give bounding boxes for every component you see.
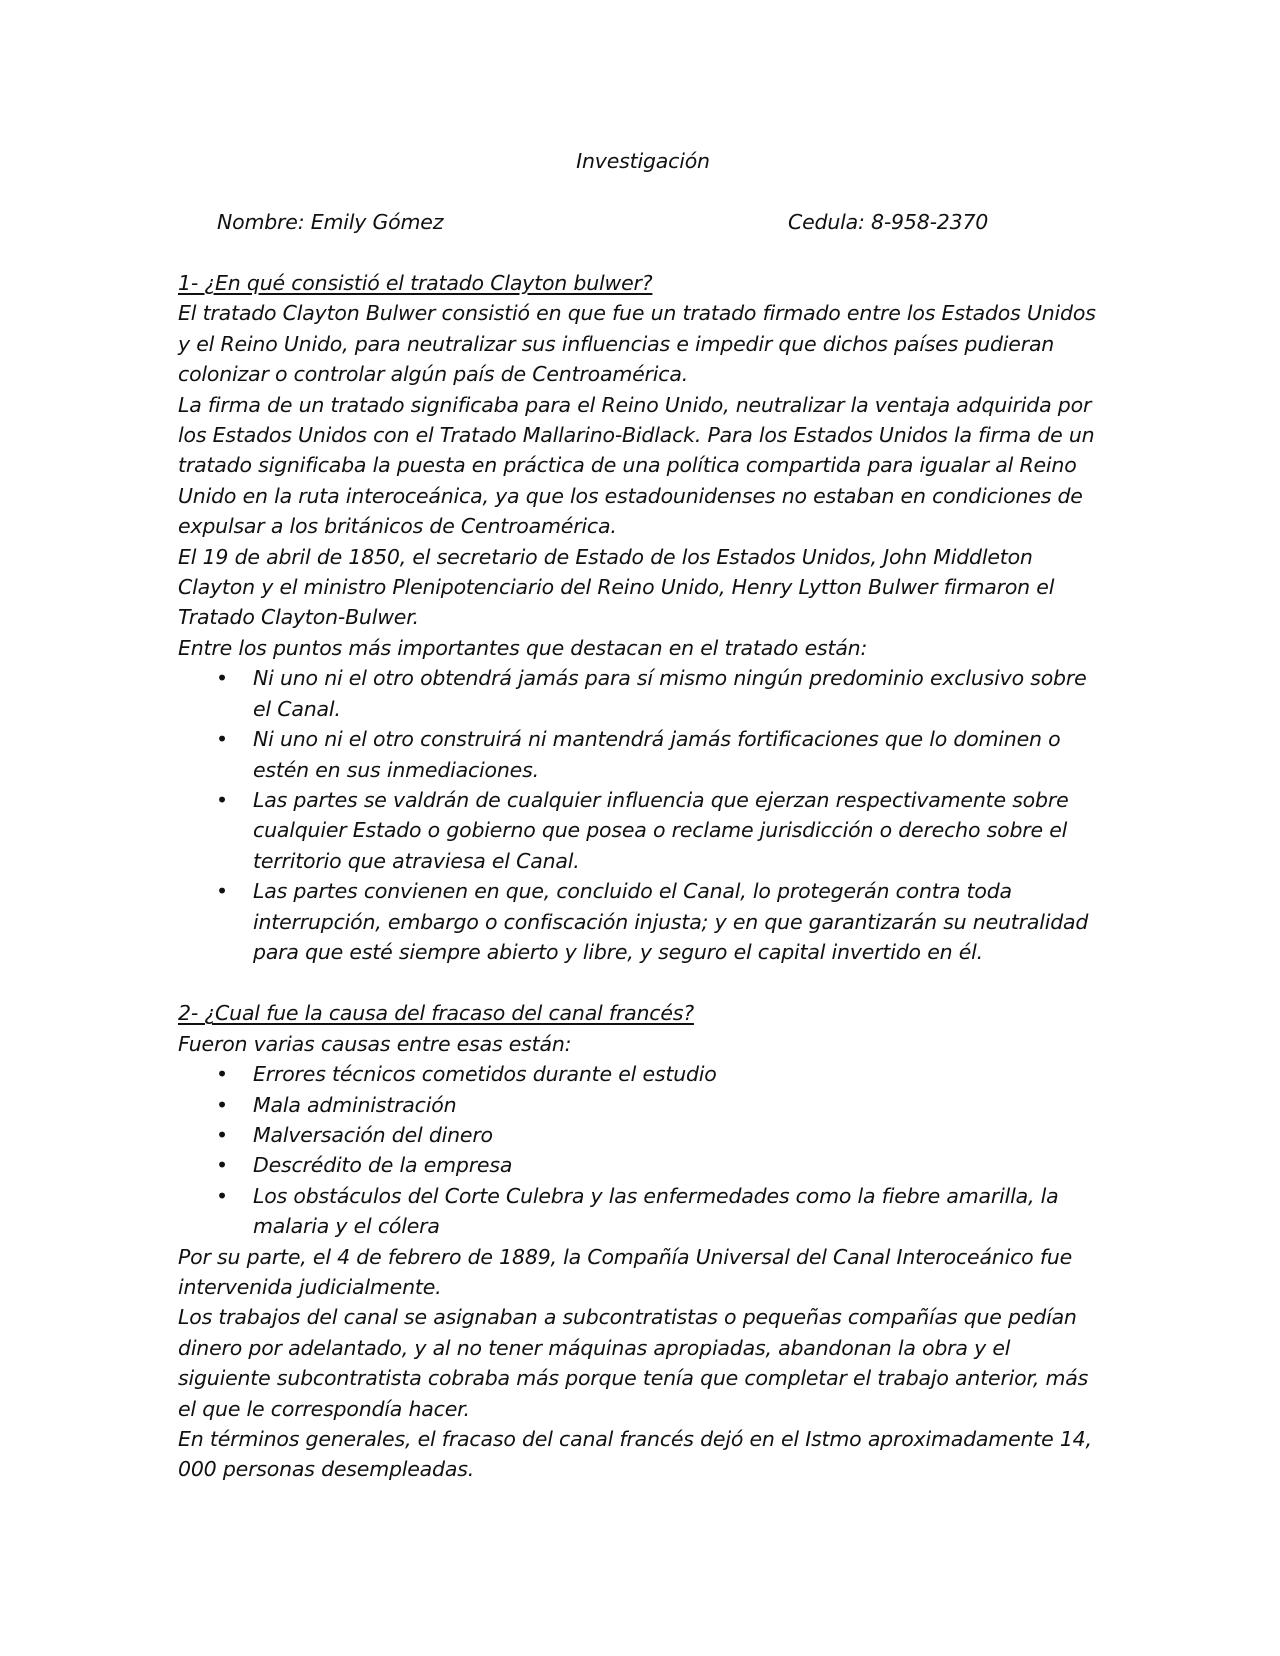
list-item-text: Las partes convienen en que, concluido el Canal, lo protegerán contra toda interrupción, embargo o confiscación injusta; y en que garantizarán su neutralidad para que esté siempre abierto y libre, y seguro el capital invertido en él. [253, 879, 1089, 964]
list-item [216, 1059, 1108, 1089]
failure-causes-list [178, 1059, 1108, 1241]
list-item-text: Las partes se valdrán de cualquier influencia que ejerzan respectivamente sobre cualquier Estado o gobierno que posea o reclame jurisdicción o derecho sobre el territorio que atraviesa el Canal. [253, 787, 1069, 873]
document-title: Investigación [576, 149, 710, 173]
question-1: 1- ¿En qué consistió el tratado Clayton bulwer? [178, 271, 653, 295]
list-item-text: Errores técnicos cometidos durante el estudio [253, 1062, 717, 1087]
list-item-text: Ni uno ni el otro construirá ni mantendrá jamás fortificaciones que lo dominen o estén en sus inmediaciones. [253, 727, 1061, 782]
bullet-icon: • [216, 879, 228, 904]
list-item [216, 724, 1108, 785]
answer-2-paragraph: En términos generales, el fracaso del canal francés dejó en el Istmo aproximadamente 14, 000 personas desempleadas. [178, 1427, 1092, 1482]
list-item [216, 1090, 1108, 1120]
bullet-icon: • [216, 1153, 228, 1178]
answer-2-paragraph: Por su parte, el 4 de febrero de 1889, la Compañía Universal del Canal Interoceánico fue intervenida judicialmente. [178, 1244, 1073, 1299]
list-item [216, 876, 1108, 967]
treaty-points-list [178, 663, 1108, 967]
answer-1-paragraph: La firma de un tratado significaba para el Reino Unido, neutralizar la ventaja adquirida por los Estados Unidos con el Tratado Mallarino-Bidlack. Para los Estados Unidos la firma de un tratado significaba la puesta en práctica de una política compartida para igualar al Reino Unido en la ruta interoceánica, ya que los estadounidenses no estaban en condiciones de expulsar a los británicos de Centroamérica. [178, 392, 1095, 539]
bullet-icon: • [216, 727, 228, 752]
list-item [216, 663, 1108, 724]
answer-2-intro: Fueron varias causas entre esas están: [178, 1031, 572, 1056]
answer-1-paragraph: El 19 de abril de 1850, el secretario de Estado de los Estados Unidos, John Middleton Clayton y el ministro Plenipotenciario del Reino Unido, Henry Lytton Bulwer firmaron el Tratado Clayton-Bulwer. [178, 544, 1055, 630]
student-info-row [178, 207, 1108, 237]
student-name: Nombre: Emily Gómez [217, 210, 444, 234]
student-cedula: Cedula: 8-958-2370 [788, 210, 989, 234]
list-item-text: Mala administración [253, 1092, 457, 1117]
list-item [216, 1181, 1108, 1242]
answer-2-paragraph: Los trabajos del canal se asignaban a subcontratistas o pequeñas compañías que pedían dinero por adelantado, y al no tener máquinas apropiadas, abandonan la obra y el siguiente subcontratista cobraba más porque tenía que completar el trabajo anterior, más el que le correspondía hacer. [178, 1305, 1089, 1421]
list-item [216, 785, 1108, 876]
list-item-text: Descrédito de la empresa [253, 1153, 513, 1178]
bullet-icon: • [216, 666, 228, 691]
bullet-icon: • [216, 1183, 228, 1208]
bullet-icon: • [216, 1092, 228, 1117]
list-item [216, 1120, 1108, 1150]
list-item [216, 1150, 1108, 1180]
list-item-text: Los obstáculos del Corte Culebra y las enfermedades como la fiebre amarilla, la malaria y el cólera [253, 1183, 1059, 1239]
bullet-icon: • [216, 1122, 228, 1147]
list-item-text: Malversación del dinero [253, 1122, 493, 1147]
answer-1-paragraph: Entre los puntos más importantes que destacan en el tratado están: [178, 635, 868, 660]
list-item-text: Ni uno ni el otro obtendrá jamás para sí mismo ningún predominio exclusivo sobre el Canal. [253, 666, 1087, 721]
bullet-icon: • [216, 787, 228, 812]
bullet-icon: • [216, 1062, 228, 1087]
document-body [178, 146, 1108, 1485]
question-2: 2- ¿Cual fue la causa del fracaso del canal francés? [178, 1001, 694, 1026]
answer-1-paragraph: El tratado Clayton Bulwer consistió en que fue un tratado firmado entre los Estados Unidos y el Reino Unido, para neutralizar sus influencias e impedir que dichos países pudieran colonizar o controlar algún país de Centroamérica. [178, 301, 1096, 387]
